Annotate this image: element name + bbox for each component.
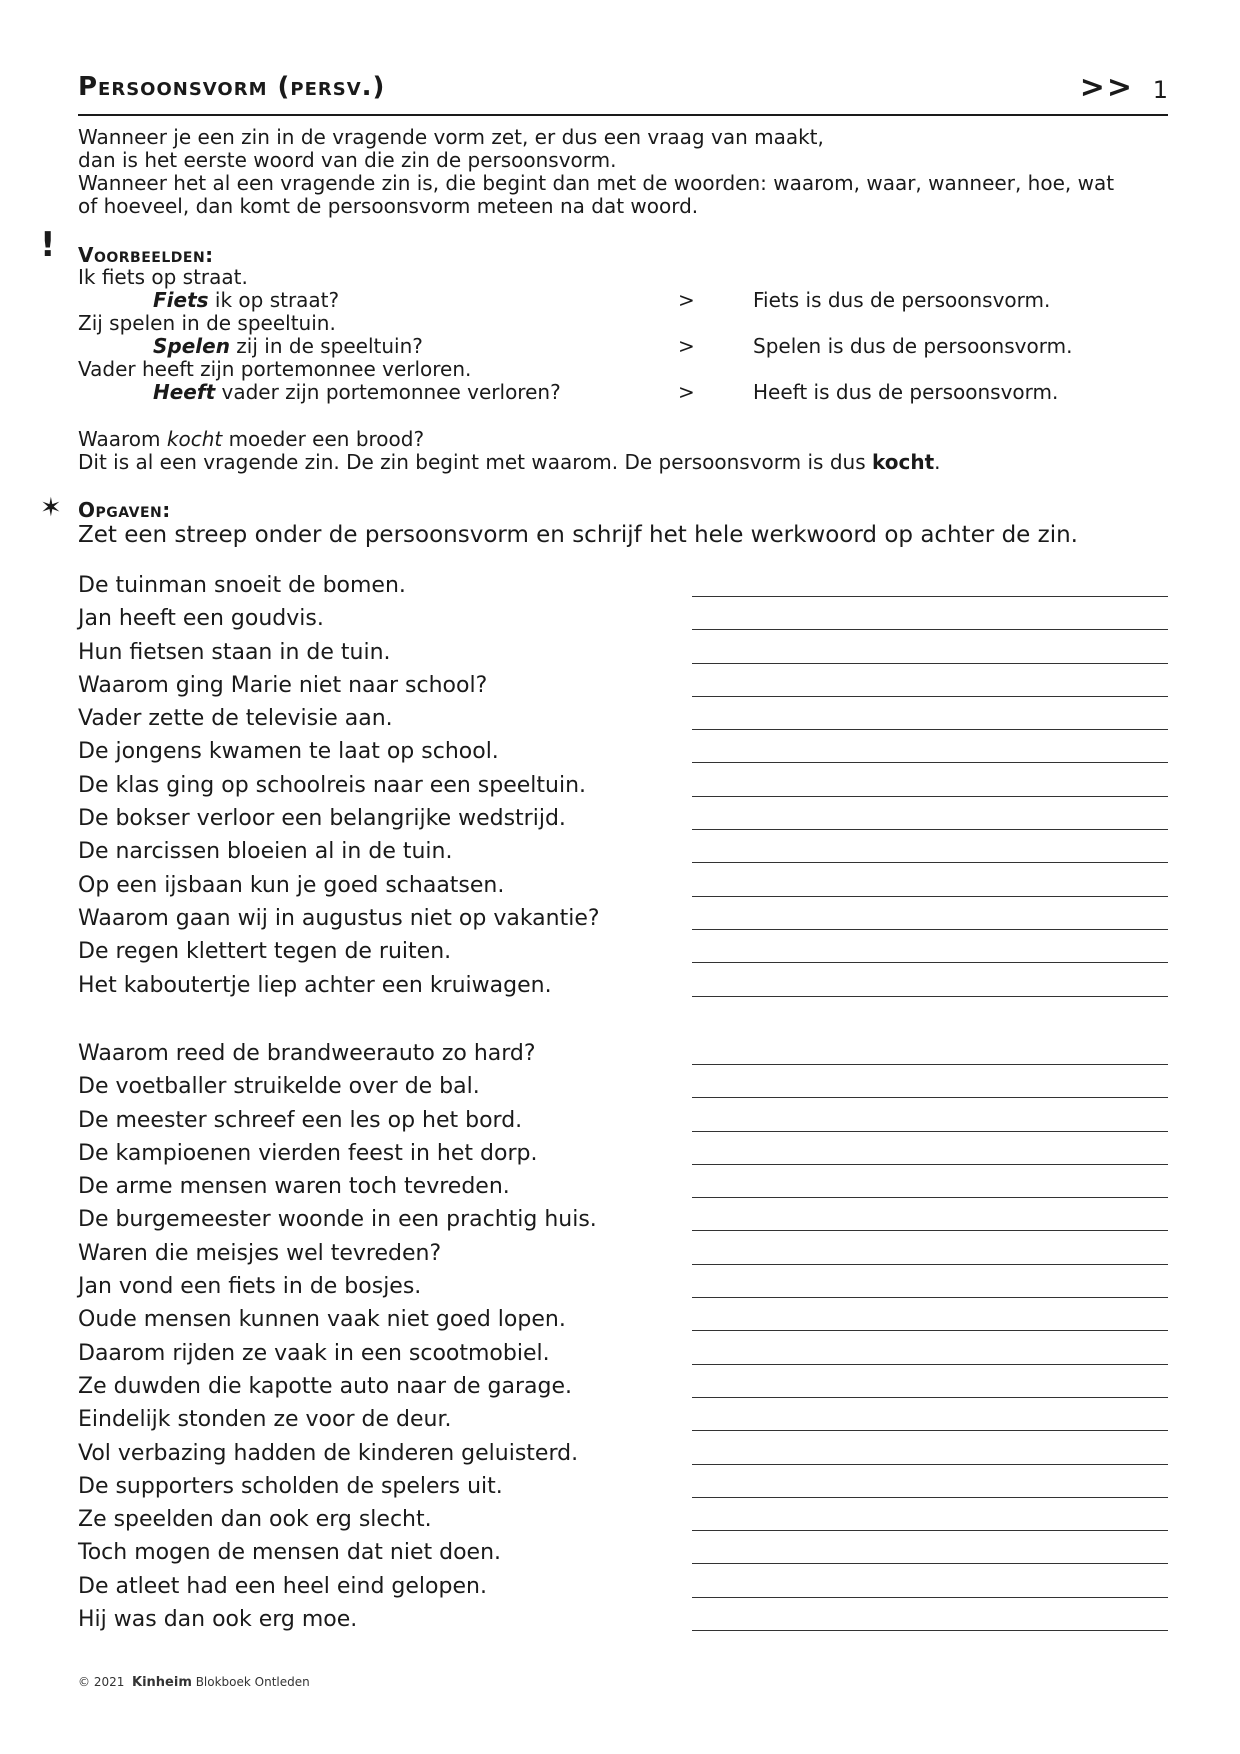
example-question: Fiets ik op straat? [153,288,340,312]
exercise-row [78,1204,1168,1237]
exercise-row [78,703,1168,736]
exercise-row [78,1138,1168,1171]
answer-line[interactable] [692,1297,1168,1298]
star-icon: ✶ [40,493,62,523]
answer-line[interactable] [692,1164,1168,1165]
intro-line: Wanneer het al een vragende zin is, die begint dan met de woorden: waarom, waar, wanneer, hoe, wat [78,171,1115,195]
answer-line[interactable] [692,1597,1168,1598]
book-title: Blokboek Ontleden [195,1675,310,1689]
exercise-row [78,836,1168,869]
answer-line[interactable] [692,996,1168,997]
examples-block [78,266,1168,404]
copyright: © 2021 [78,1675,125,1689]
exercise-row [78,736,1168,769]
exercises-heading: Opgaven: [78,498,171,522]
exercise-row [78,1504,1168,1537]
exercise-instruction: Zet een streep onder de persoonsvorm en schrijf het hele werkwoord op achter de zin. [78,522,1078,548]
answer-line[interactable] [692,896,1168,897]
answer-line[interactable] [692,862,1168,863]
exercise-row [78,970,1168,1003]
example-verb: Fiets [153,288,209,312]
example-explanation: Spelen is dus de persoonsvorm. [753,334,1073,358]
exercise-sentence: De narcissen bloeien al in de tuin. [78,839,453,865]
answer-line[interactable] [692,1097,1168,1098]
exercise-sentence: Het kaboutertje liep achter een kruiwagen. [78,972,552,998]
exercise-sentence: De jongens kwamen te laat op school. [78,739,499,765]
page-header [78,70,1168,116]
exercise-row [78,1537,1168,1570]
example-question: Spelen zij in de speeltuin? [153,334,423,358]
answer-line[interactable] [692,1563,1168,1564]
page-footer [78,1675,310,1690]
answer-line[interactable] [692,1430,1168,1431]
example-explanation: Heeft is dus de persoonsvorm. [753,380,1059,404]
example-question: Heeft vader zijn portemonnee verloren? [153,380,561,404]
exercise-sentence: Waarom reed de brandweerauto zo hard? [78,1041,536,1066]
arrow-icon: > [678,288,695,312]
answer-line[interactable] [692,1064,1168,1065]
example-sentence: Zij spelen in de speeltuin. [78,311,336,335]
example-verb: Heeft [153,380,216,404]
waarom-question: Waarom kocht moeder een brood? [78,427,425,451]
exercise-row [78,570,1168,603]
example-sentence: Ik fiets op straat. [78,265,248,289]
exercise-sentence: Hun fietsen staan in de tuin. [78,639,391,665]
exercise-row [78,770,1168,803]
exclamation-icon: ! [40,225,56,265]
answer-line[interactable] [692,1464,1168,1465]
answer-line[interactable] [692,629,1168,630]
exercise-sentence: Jan vond een fiets in de bosjes. [78,1274,422,1300]
answer-line[interactable] [692,596,1168,597]
exercise-sentence: Jan heeft een goudvis. [78,606,324,632]
answer-line[interactable] [692,1397,1168,1398]
answer-line[interactable] [692,1497,1168,1498]
arrow-icon: > [678,380,695,404]
exercise-sentence: Waarom ging Marie niet naar school? [78,672,488,698]
example-question-row [78,335,1168,358]
page-title: Persoonsvorm (persv.) [78,72,386,102]
exercise-list-1 [78,570,1168,1003]
answer-line[interactable] [692,663,1168,664]
exercise-sentence: De arme mensen waren toch tevreden. [78,1174,510,1200]
exercise-sentence: Ze speelden dan ook erg slecht. [78,1507,432,1533]
exercise-row [78,1438,1168,1471]
answer-line[interactable] [692,796,1168,797]
exercise-row [78,603,1168,636]
exercise-sentence: Oude mensen kunnen vaak niet goed lopen. [78,1307,566,1333]
exercise-row [78,803,1168,836]
intro-line: Wanneer je een zin in de vragende vorm zet, er dus een vraag van maakt, [78,125,824,149]
waarom-explanation: Dit is al een vragende zin. De zin begint met waarom. De persoonsvorm is dus kocht. [78,450,941,474]
exercise-row [78,670,1168,703]
exercise-row [78,1571,1168,1604]
exercise-row [78,1238,1168,1271]
answer-line[interactable] [692,962,1168,963]
example-question-row [78,289,1168,312]
exercise-sentence: Waren die meisjes wel tevreden? [78,1240,442,1266]
exercise-sentence: De atleet had een heel eind gelopen. [78,1573,487,1599]
exercise-sentence: De voetballer struikelde over de bal. [78,1074,480,1100]
exercise-sentence: De regen klettert tegen de ruiten. [78,939,452,965]
next-page-arrows: >> [1079,70,1134,105]
answer-line[interactable] [692,1230,1168,1231]
answer-line[interactable] [692,729,1168,730]
answer-line[interactable] [692,1364,1168,1365]
exercise-row [78,1404,1168,1437]
exercise-row [78,1105,1168,1138]
page-number: 1 [1152,76,1168,104]
waarom-example [78,428,1168,474]
exercise-sentence: Hij was dan ook erg moe. [78,1607,358,1633]
exercise-sentence: De supporters scholden de spelers uit. [78,1473,503,1499]
waarom-explanation-verb: kocht [871,450,935,474]
exercise-sentence: Ze duwden die kapotte auto naar de garage. [78,1373,572,1399]
exercise-sentence: Toch mogen de mensen dat niet doen. [78,1540,502,1566]
exercise-row [78,1604,1168,1637]
example-question-row [78,381,1168,404]
exercise-row [78,1304,1168,1337]
exercise-sentence: Waarom gaan wij in augustus niet op vakantie? [78,905,600,931]
exercise-sentence: De bokser verloor een belangrijke wedstrijd. [78,806,566,832]
exercise-row [78,936,1168,969]
arrow-icon: > [678,334,695,358]
answer-line[interactable] [692,929,1168,930]
exercise-row [78,1371,1168,1404]
exercise-sentence: Daarom rijden ze vaak in een scootmobiel. [78,1340,550,1366]
exercise-row [78,1171,1168,1204]
exercise-sentence: De burgemeester woonde in een prachtig huis. [78,1207,597,1233]
exercise-sentence: Eindelijk stonden ze voor de deur. [78,1407,452,1433]
intro-text [78,126,1168,218]
example-sentence: Vader heeft zijn portemonnee verloren. [78,357,472,381]
exercise-sentence: De tuinman snoeit de bomen. [78,573,406,598]
example-explanation: Fiets is dus de persoonsvorm. [753,288,1051,312]
answer-line[interactable] [692,829,1168,830]
answer-line[interactable] [692,696,1168,697]
exercise-row [78,1271,1168,1304]
answer-line[interactable] [692,1131,1168,1132]
intro-line: of hoeveel, dan komt de persoonsvorm meteen na dat woord. [78,194,699,218]
examples-heading: Voorbeelden: [78,243,214,267]
exercise-sentence: De klas ging op schoolreis naar een speeltuin. [78,772,587,798]
waarom-verb: kocht [166,427,223,451]
answer-line[interactable] [692,1530,1168,1531]
answer-line[interactable] [692,1630,1168,1631]
example-verb: Spelen [153,334,230,358]
exercise-sentence: De kampioenen vierden feest in het dorp. [78,1140,538,1166]
exercise-sentence: Op een ijsbaan kun je goed schaatsen. [78,872,505,898]
exercise-sentence: Vol verbazing hadden de kinderen geluisterd. [78,1440,579,1466]
exercise-row [78,870,1168,903]
answer-line[interactable] [692,1264,1168,1265]
exercise-row [78,1338,1168,1371]
exercise-sentence: Vader zette de televisie aan. [78,706,393,732]
exercise-list-2 [78,1038,1168,1637]
exercise-row [78,1038,1168,1071]
answer-line[interactable] [692,1197,1168,1198]
brand-name: Kinheim [132,1675,192,1690]
exercise-row [78,1071,1168,1104]
intro-line: dan is het eerste woord van die zin de persoonsvorm. [78,148,617,172]
answer-line[interactable] [692,762,1168,763]
exercise-row [78,903,1168,936]
exercise-row [78,637,1168,670]
answer-line[interactable] [692,1330,1168,1331]
exercise-row [78,1471,1168,1504]
exercise-sentence: De meester schreef een les op het bord. [78,1107,523,1133]
